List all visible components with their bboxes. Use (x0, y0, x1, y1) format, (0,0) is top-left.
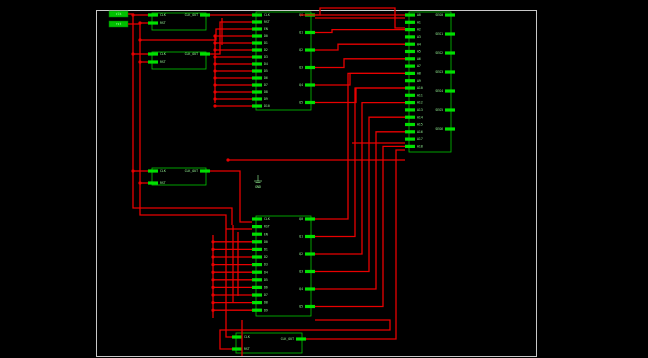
pin-label: D10 (264, 104, 270, 109)
pin-label: SEG4 (435, 89, 443, 94)
pin-counter_b-D5 (252, 278, 262, 281)
wire-junction (211, 255, 214, 258)
pin-label: D0 (264, 34, 268, 39)
wire (315, 132, 405, 289)
pin-counter_a-D0 (252, 34, 262, 37)
pin-div2-CLK (148, 52, 158, 55)
pin-label: EN (264, 232, 268, 237)
pin-counter_b-Q3 (305, 270, 315, 273)
pin-counter_a-D2 (252, 48, 262, 51)
pin-label: A17 (417, 137, 423, 142)
pin-label: SEG5 (435, 108, 443, 113)
pin-decoder-A8 (405, 72, 415, 75)
pin-counter_b-EN (252, 233, 262, 236)
pin-label: Q2 (299, 252, 303, 257)
pin-label: A5 (417, 49, 421, 54)
wire-junction (138, 181, 141, 184)
pin-label: CLK_OUT (184, 52, 198, 57)
pin-label: Q4 (299, 83, 303, 88)
wire (140, 29, 252, 40)
pin-counter_a-D5 (252, 69, 262, 72)
pin-label: A15 (417, 122, 423, 127)
pin-label: Q1 (299, 30, 303, 35)
pin-div3-CLK_OUT (200, 169, 210, 172)
wire-junction (213, 83, 216, 86)
pin-label: CLK (264, 217, 270, 222)
wire-junction (213, 90, 216, 93)
pin-label: A6 (417, 56, 421, 61)
pin-div1-CLK (148, 13, 158, 16)
wire-junction (213, 62, 216, 65)
pin-counter_b-D0 (252, 240, 262, 243)
pin-label: EN (264, 27, 268, 32)
pin-counter_a-RST (252, 20, 262, 23)
pin-label: A16 (417, 129, 423, 134)
pin-counter_a-Q3 (305, 66, 315, 69)
pin-counter_b-D6 (252, 286, 262, 289)
pin-decoder-A2 (405, 28, 415, 31)
pin-label: D5 (264, 69, 268, 74)
pin-counter_a-D7 (252, 83, 262, 86)
wire-junction (211, 278, 214, 281)
pin-counter_a-D4 (252, 62, 262, 65)
pin-decoder-A5 (405, 50, 415, 53)
pin-label: D6 (264, 76, 268, 81)
pin-counter_b-D2 (252, 255, 262, 258)
pin-decoder-A10 (405, 86, 415, 89)
pin-label: CLK (160, 169, 166, 174)
pin-label: D3 (264, 55, 268, 60)
pin-decoder-A6 (405, 57, 415, 60)
pin-counter_b-Q5 (305, 305, 315, 308)
pin-decoder-A18 (405, 145, 415, 148)
pin-label: D0 (264, 239, 268, 244)
pin-label: RST (244, 347, 250, 352)
pin-label: SEG6 (435, 127, 443, 132)
pin-decoder-A9 (405, 79, 415, 82)
pin-decoder-A1 (405, 21, 415, 24)
pin-label: Q0 (299, 13, 303, 18)
pin-decoder-A7 (405, 65, 415, 68)
pin-label: RST (264, 224, 270, 229)
pin-label: Q3 (299, 269, 303, 274)
pin-div4-CLK (232, 335, 242, 338)
wire-junction (213, 76, 216, 79)
pin-label: A1 (417, 20, 421, 25)
pin-counter_b-D4 (252, 271, 262, 274)
wire-junction (131, 13, 134, 16)
wire (315, 88, 405, 103)
pin-label: RST (160, 181, 166, 186)
pin-decoder-A16 (405, 130, 415, 133)
pin-label: CLK_OUT (280, 337, 294, 342)
pin-label: A8 (417, 71, 421, 76)
pin-label: A2 (417, 27, 421, 32)
pin-counter_b-D7 (252, 293, 262, 296)
pin-decoder-SEG2 (445, 51, 455, 54)
wire (315, 44, 405, 50)
wire-junction (213, 48, 216, 51)
wire-junction (211, 301, 214, 304)
pin-decoder-SEG5 (445, 108, 455, 111)
pin-decoder-A4 (405, 43, 415, 46)
pin-decoder-SEG1 (445, 32, 455, 35)
pin-label: CLK_OUT (184, 13, 198, 18)
pin-div3-CLK (148, 169, 158, 172)
pin-decoder-A3 (405, 35, 415, 38)
pin-counter_b-RST (252, 225, 262, 228)
wire-junction (211, 248, 214, 251)
wire-junction (138, 60, 141, 63)
pin-counter_b-D8 (252, 301, 262, 304)
pin-decoder-SEG0 (445, 13, 455, 16)
pin-label: A13 (417, 108, 423, 112)
pin-label: RST (264, 20, 270, 25)
pin-counter_b-Q4 (305, 287, 315, 290)
pin-counter_b-Q0 (305, 217, 315, 220)
pin-label: A14 (417, 115, 423, 120)
wire-junction (211, 263, 214, 266)
wire (226, 318, 232, 337)
pin-label: A7 (417, 64, 421, 69)
wire-junction (131, 169, 134, 172)
pin-counter_a-Q2 (305, 48, 315, 51)
pin-decoder-A0 (405, 13, 415, 16)
pin-div4-CLK_OUT (296, 337, 306, 340)
wire (315, 103, 405, 254)
pin-label: A3 (417, 35, 421, 39)
pin-counter_b-Q1 (305, 235, 315, 238)
wire-junction (213, 34, 216, 37)
wire-junction (211, 286, 214, 289)
pin-label: A10 (417, 86, 423, 91)
pin-decoder-SEG6 (445, 127, 455, 130)
pin-label: A18 (417, 144, 423, 149)
pin-label: D5 (264, 277, 268, 282)
wire-junction (138, 38, 141, 41)
pin-label: D9 (264, 97, 268, 102)
wire-junction (213, 55, 216, 58)
pin-div4-RST (232, 347, 242, 350)
pin-div1-RST (148, 21, 158, 24)
pin-label: A12 (417, 100, 423, 105)
pin-counter_b-D3 (252, 263, 262, 266)
wire (315, 59, 405, 68)
pin-decoder-SEG4 (445, 89, 455, 92)
wire-junction (213, 41, 216, 44)
input-port-label: rst (115, 22, 122, 27)
pin-label: RST (160, 60, 166, 65)
pin-counter_a-D3 (252, 55, 262, 58)
pin-decoder-A11 (405, 94, 415, 97)
wire-junction (213, 97, 216, 100)
pin-label: A0 (417, 13, 421, 18)
pin-label: D8 (264, 90, 268, 95)
pin-counter_a-D9 (252, 97, 262, 100)
pin-label: D1 (264, 41, 268, 46)
pin-label: D6 (264, 285, 268, 290)
wire (315, 73, 405, 85)
pin-decoder-A12 (405, 101, 415, 104)
pin-label: D4 (264, 270, 268, 275)
pin-label: D8 (264, 300, 268, 305)
wire-junction (226, 158, 229, 161)
pin-label: D4 (264, 62, 268, 67)
wire (315, 117, 405, 271)
pin-counter_a-CLK (252, 13, 262, 16)
pin-label: A4 (417, 42, 421, 47)
pin-label: RST (160, 21, 166, 26)
pin-counter_a-D8 (252, 90, 262, 93)
pin-div1-CLK_OUT (200, 13, 210, 16)
pin-label: D2 (264, 48, 268, 53)
pin-label: SEG3 (435, 70, 443, 75)
pin-counter_a-D6 (252, 76, 262, 79)
wire (315, 30, 405, 33)
wire-junction (211, 309, 214, 312)
pin-label: D1 (264, 247, 268, 252)
pin-label: CLK (160, 13, 166, 18)
pin-counter_b-D1 (252, 248, 262, 251)
pin-label: D9 (264, 308, 268, 313)
pin-counter_b-D9 (252, 309, 262, 312)
pin-label: Q5 (299, 304, 303, 309)
pin-decoder-A13 (405, 108, 415, 111)
input-port-label: clk (115, 12, 122, 17)
pin-label: Q0 (299, 217, 303, 222)
pin-label: D7 (264, 293, 268, 298)
clk-trunk (128, 14, 232, 225)
block-decoder (409, 12, 451, 152)
pin-decoder-A17 (405, 138, 415, 141)
pin-label: SEG0 (435, 13, 443, 18)
pin-label: Q2 (299, 48, 303, 53)
pin-label: Q5 (299, 100, 303, 105)
pin-decoder-A14 (405, 116, 415, 119)
wire (315, 146, 405, 306)
wire-junction (131, 52, 134, 55)
pin-div2-CLK_OUT (200, 52, 210, 55)
wire-junction (211, 293, 214, 296)
ground-symbol-label: GND (255, 185, 261, 189)
pin-label: SEG1 (435, 32, 443, 37)
pin-counter_a-EN (252, 27, 262, 30)
pin-counter_a-Q4 (305, 83, 315, 86)
pin-label: A11 (417, 93, 423, 98)
wire-junction (213, 104, 216, 107)
pin-label: D7 (264, 83, 268, 88)
pin-label: CLK (160, 52, 166, 57)
pin-decoder-A15 (405, 123, 415, 126)
wire-junction (213, 69, 216, 72)
pin-label: CLK (264, 13, 270, 18)
pin-label: CLK (244, 335, 250, 340)
pin-label: SEG2 (435, 51, 443, 56)
pin-counter_a-Q1 (305, 31, 315, 34)
pin-decoder-SEG3 (445, 70, 455, 73)
pin-counter_a-Q5 (305, 101, 315, 104)
pin-counter_b-Q2 (305, 252, 315, 255)
pin-div3-RST (148, 181, 158, 184)
pin-label: Q4 (299, 287, 303, 292)
pin-label: D2 (264, 255, 268, 260)
pin-label: Q1 (299, 234, 303, 239)
wire-junction (211, 240, 214, 243)
wire (315, 88, 405, 237)
pin-div2-RST (148, 60, 158, 63)
pin-label: A9 (417, 78, 421, 83)
wire-junction (138, 21, 141, 24)
wire-junction (211, 271, 214, 274)
pin-label: D3 (264, 262, 268, 267)
pin-counter_a-D10 (252, 104, 262, 107)
pin-counter_b-CLK (252, 217, 262, 220)
pin-label: Q3 (299, 65, 303, 70)
pin-counter_a-D1 (252, 41, 262, 44)
pin-label: CLK_OUT (184, 169, 198, 174)
